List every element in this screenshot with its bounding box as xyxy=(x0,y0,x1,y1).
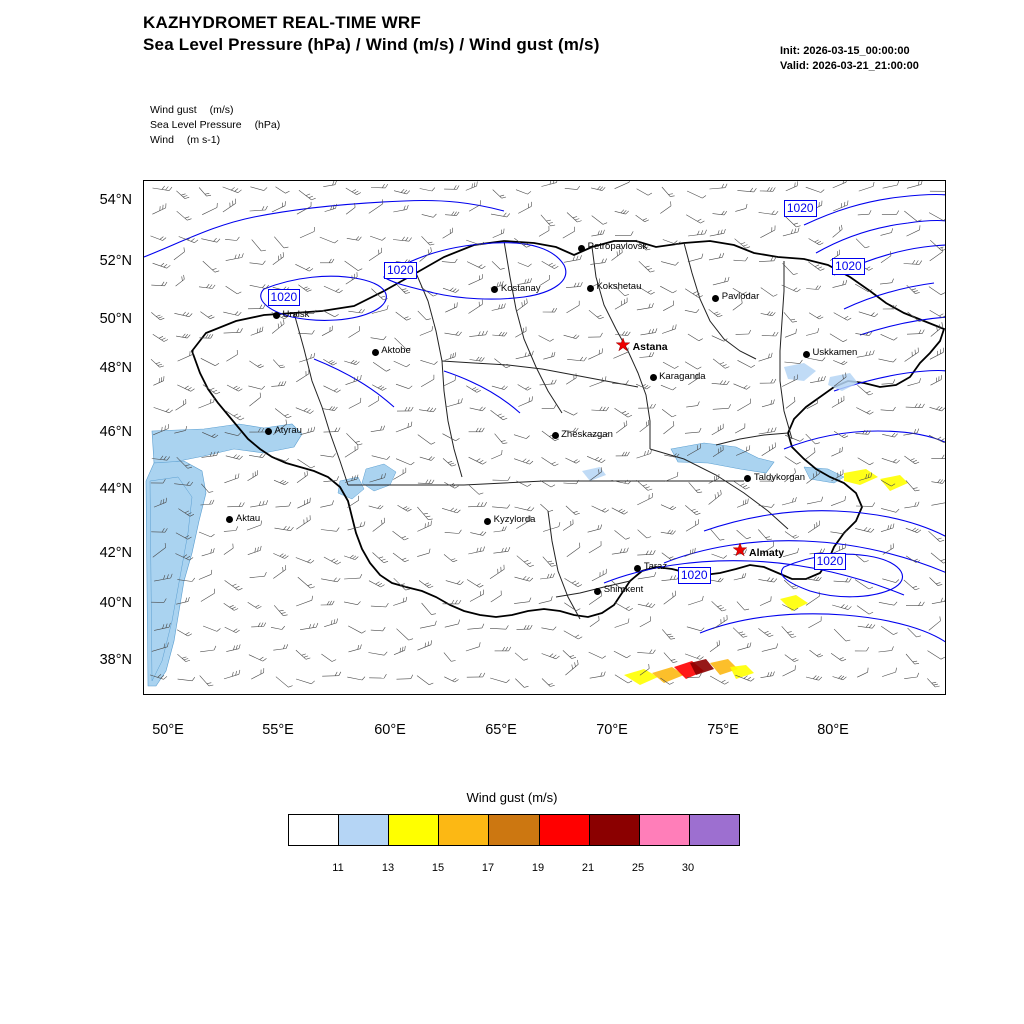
y-axis-label: 42°N xyxy=(99,545,132,561)
variable-legend-item xyxy=(150,133,280,148)
variable-unit: (m s-1) xyxy=(186,134,221,147)
colorbar xyxy=(288,814,740,846)
isobar-label: 1020 xyxy=(678,567,711,584)
init-valid-block xyxy=(780,44,919,74)
colorbar-swatch xyxy=(439,815,489,845)
colorbar-tick-label: 15 xyxy=(431,862,445,874)
title-block xyxy=(143,12,600,56)
colorbar-swatch xyxy=(339,815,389,845)
city-label: Kostanay xyxy=(500,282,541,294)
variable-unit: (m/s) xyxy=(209,104,234,116)
city-label: Kyzylorda xyxy=(493,514,536,526)
city-label: Aktau xyxy=(235,512,261,524)
x-axis-label: 75°E xyxy=(707,722,739,738)
colorbar-tick-label: 30 xyxy=(681,862,695,874)
colorbar-tick-label: 11 xyxy=(332,862,344,874)
variable-name: Wind gust xyxy=(150,104,197,116)
colorbar-swatch xyxy=(640,815,690,845)
colorbar-ticks xyxy=(288,862,740,878)
colorbar-tick-label: 21 xyxy=(581,862,595,874)
city-label: Petropavlovsk xyxy=(587,241,648,253)
y-axis-label: 38°N xyxy=(99,652,132,668)
y-axis-label: 48°N xyxy=(99,360,132,376)
variable-name: Sea Level Pressure xyxy=(150,119,242,132)
city-label: Almaty xyxy=(749,546,785,559)
isobar-label: 1020 xyxy=(814,553,847,570)
weather-map[interactable] xyxy=(143,180,946,695)
city-marker xyxy=(587,285,594,292)
colorbar-swatch xyxy=(389,815,439,845)
colorbar-swatch xyxy=(540,815,590,845)
colorbar-swatch xyxy=(289,815,339,845)
city-marker xyxy=(372,349,379,356)
city-label: Uskkamen xyxy=(812,347,858,359)
city-label: Uralsk xyxy=(282,308,310,320)
colorbar-tick-label: 17 xyxy=(481,862,495,874)
page-subtitle: Sea Level Pressure (hPa) / Wind (m/s) / Wind gust (m/s) xyxy=(143,34,600,54)
city-label: Karaganda xyxy=(659,370,706,382)
variable-legend-item xyxy=(150,118,280,133)
city-label: Zheskazgan xyxy=(561,428,613,440)
y-axis-label: 50°N xyxy=(99,311,132,327)
page-title: KAZHYDROMET REAL-TIME WRF xyxy=(143,13,421,32)
isobar-label: 1020 xyxy=(784,200,817,217)
isobar-label: 1020 xyxy=(384,262,417,279)
colorbar-tick-label: 13 xyxy=(381,862,395,874)
map-canvas xyxy=(144,181,946,695)
city-label: Pavlodar xyxy=(721,291,760,303)
variable-unit: (hPa) xyxy=(254,119,281,132)
init-time: Init: 2026-03-15_00:00:00 xyxy=(780,45,910,57)
city-label: Kokshetau xyxy=(596,281,642,293)
colorbar-swatch xyxy=(489,815,539,845)
city-label: Astana xyxy=(632,341,668,354)
y-axis-label: 46°N xyxy=(99,424,132,440)
isobar-label: 1020 xyxy=(268,289,301,306)
y-axis-label: 44°N xyxy=(99,481,132,497)
city-label: Aktobe xyxy=(381,345,411,357)
y-axis-label: 54°N xyxy=(99,192,132,208)
city-label: Shimkent xyxy=(603,584,644,596)
x-axis-label: 60°E xyxy=(374,722,406,738)
colorbar-swatch xyxy=(590,815,640,845)
variable-legend-item xyxy=(150,103,280,118)
y-axis-label: 52°N xyxy=(99,253,132,269)
city-marker xyxy=(803,351,810,358)
colorbar-tick-label: 25 xyxy=(631,862,645,874)
variable-legend xyxy=(150,103,280,149)
valid-time: Valid: 2026-03-21_21:00:00 xyxy=(780,59,919,72)
city-label: Atyrau xyxy=(274,424,302,436)
x-axis-label: 50°E xyxy=(152,722,184,738)
x-axis-label: 55°E xyxy=(262,722,294,738)
x-axis-label: 65°E xyxy=(485,722,517,738)
city-marker xyxy=(650,374,657,381)
city-label: Taldykorgan xyxy=(753,471,806,483)
colorbar-swatch xyxy=(690,815,739,845)
variable-name: Wind xyxy=(150,134,174,147)
isobar-label: 1020 xyxy=(832,258,865,275)
city-label: Taraz xyxy=(643,561,668,573)
x-axis-label: 70°E xyxy=(596,722,628,738)
colorbar-title: Wind gust (m/s) xyxy=(466,790,558,805)
colorbar-tick-label: 19 xyxy=(531,862,545,874)
x-axis-label: 80°E xyxy=(817,722,849,738)
y-axis-label: 40°N xyxy=(99,595,132,611)
